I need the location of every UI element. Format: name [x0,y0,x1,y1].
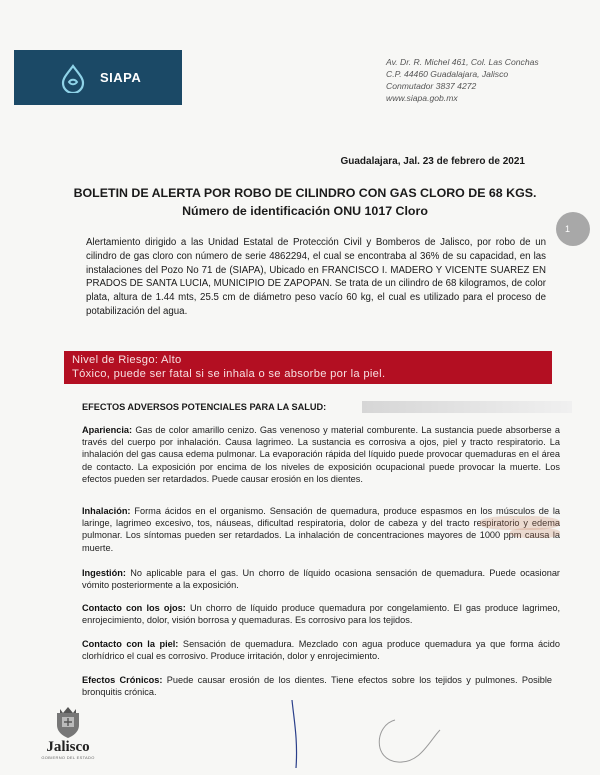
intro-paragraph: Alertamiento dirigido a las Unidad Estatal de Protección Civil y Bomberos de Jalisco, por robo de un cilindro de gas cloro con número de serie 4862294, el cual se encontraba al 36% de su capacidad, en las instalaciones del Pozo No 71 de (SIAPA), Ubicado en FRANCISCO I. MADERO Y VICENTE SUAREZ EN PRADOS DE SANTA LUCIA, MUNICIPIO DE ZAPOPAN. Se trata de un cilindro de 68 kilogramos, de color plata, altura de 1.44 mts, 25.5 cm de diámetro peso vacío 60 kg, el cual es utilizado para el proceso de potabilización del agua. [86,237,546,317]
effect-label: Contacto con la piel: [82,639,179,649]
jalisco-logo [30,705,106,760]
effect-text: Sensación de quemadura. Mezclado con agua produce quemadura ya que forma ácido clorhídrico el cual es corrosivo. Produce irritación, dolor y enrojecimiento. [82,639,560,662]
effect-label: Apariencia: [82,425,133,435]
effect-text: Puede causar erosión de los dientes. Tiene efectos sobre los tejidos y pulmones. Posible bronquitis crónica. [82,675,552,698]
effect-label: Ingestión: [82,568,126,578]
effect-ojos [82,602,560,626]
siapa-brand: SIAPA [100,70,142,85]
page-number-marker: 1 [556,212,590,246]
jalisco-subtitle: GOBIERNO DEL ESTADO [41,755,95,760]
heading-shade [362,401,572,413]
website-line: www.siapa.gob.mx [386,93,458,103]
effect-piel [82,638,560,662]
address-block [386,56,586,104]
effect-apariencia [82,424,560,485]
bulletin-title: BOLETIN DE ALERTA POR ROBO DE CILINDRO CON GAS CLORO DE 68 KGS. [73,186,537,200]
effects-heading [82,400,552,414]
document-date: Guadalajara, Jal. 23 de febrero de 2021 [340,156,525,167]
effect-text: Forma ácidos en el organismo. Sensación de quemadura, produce espasmos en los músculos de la laringe, lagrimeo excesivo, tos, náuseas, dificultad respiratoria, dolor de cabeza y del tracto respiratorio y edema pulmonar. Los síntomas pueden ser retardados. La inhalación de concentraciones mayores de 1000 ppm causa la muerte. [82,506,560,553]
bulletin-subtitle: Número de identificación ONU 1017 Cloro [182,204,428,218]
effect-text: No aplicable para el gas. Un chorro de líquido ocasiona sensación de quemadura. Puede ocasionar vómito posteriormente a la exposición. [82,568,560,591]
risk-banner [64,351,552,384]
jalisco-crest-icon [53,705,83,739]
risk-level: Nivel de Riesgo: Alto [72,354,182,366]
effect-label: Inhalación: [82,506,131,516]
address-line: Av. Dr. R. Michel 461, Col. Las Conchas [386,57,539,67]
phone-line: Conmutador 3837 4272 [386,81,477,91]
effect-label: Contacto con los ojos: [82,603,186,613]
address-line: C.P. 44460 Guadalajara, Jalisco [386,69,509,79]
risk-warning: Tóxico, puede ser fatal si se inhala o se absorbe por la piel. [72,368,386,380]
siapa-logo [14,50,182,105]
signature-scribble [280,690,450,770]
effect-text: Gas de color amarillo cenizo. Gas venenoso y material comburente. La sustancia puede absorberse a través del cuerpo por inhalación. Causa lagrimeo. La sustancia es corrosiva a ojos, piel y tracto respiratorio. La inhalación del gas causa edema pulmonar. La evaporación rápida del líquido puede provocar quemaduras en el área de contacto. La exposición por encima de los niveles de exposición ocupacional puede provocar la muerte. Los efectos pueden ser retardados. Puede causar erosión en los dientes. [82,425,560,484]
effect-label: Efectos Crónicos: [82,675,163,685]
water-drop-icon [58,63,88,93]
effect-inhalacion [82,505,560,554]
effects-heading-text: EFECTOS ADVERSOS POTENCIALES PARA LA SALUD: [82,402,327,412]
scan-smudge [510,528,560,538]
effect-ingestion [82,567,560,591]
effect-text: Un chorro de líquido produce quemadura por congelamiento. El gas produce lagrimeo, enrojecimiento, dolor, visión borrosa y quemaduras. Es corrosivo para los tejidos. [82,603,560,626]
jalisco-name: Jalisco [46,739,90,755]
